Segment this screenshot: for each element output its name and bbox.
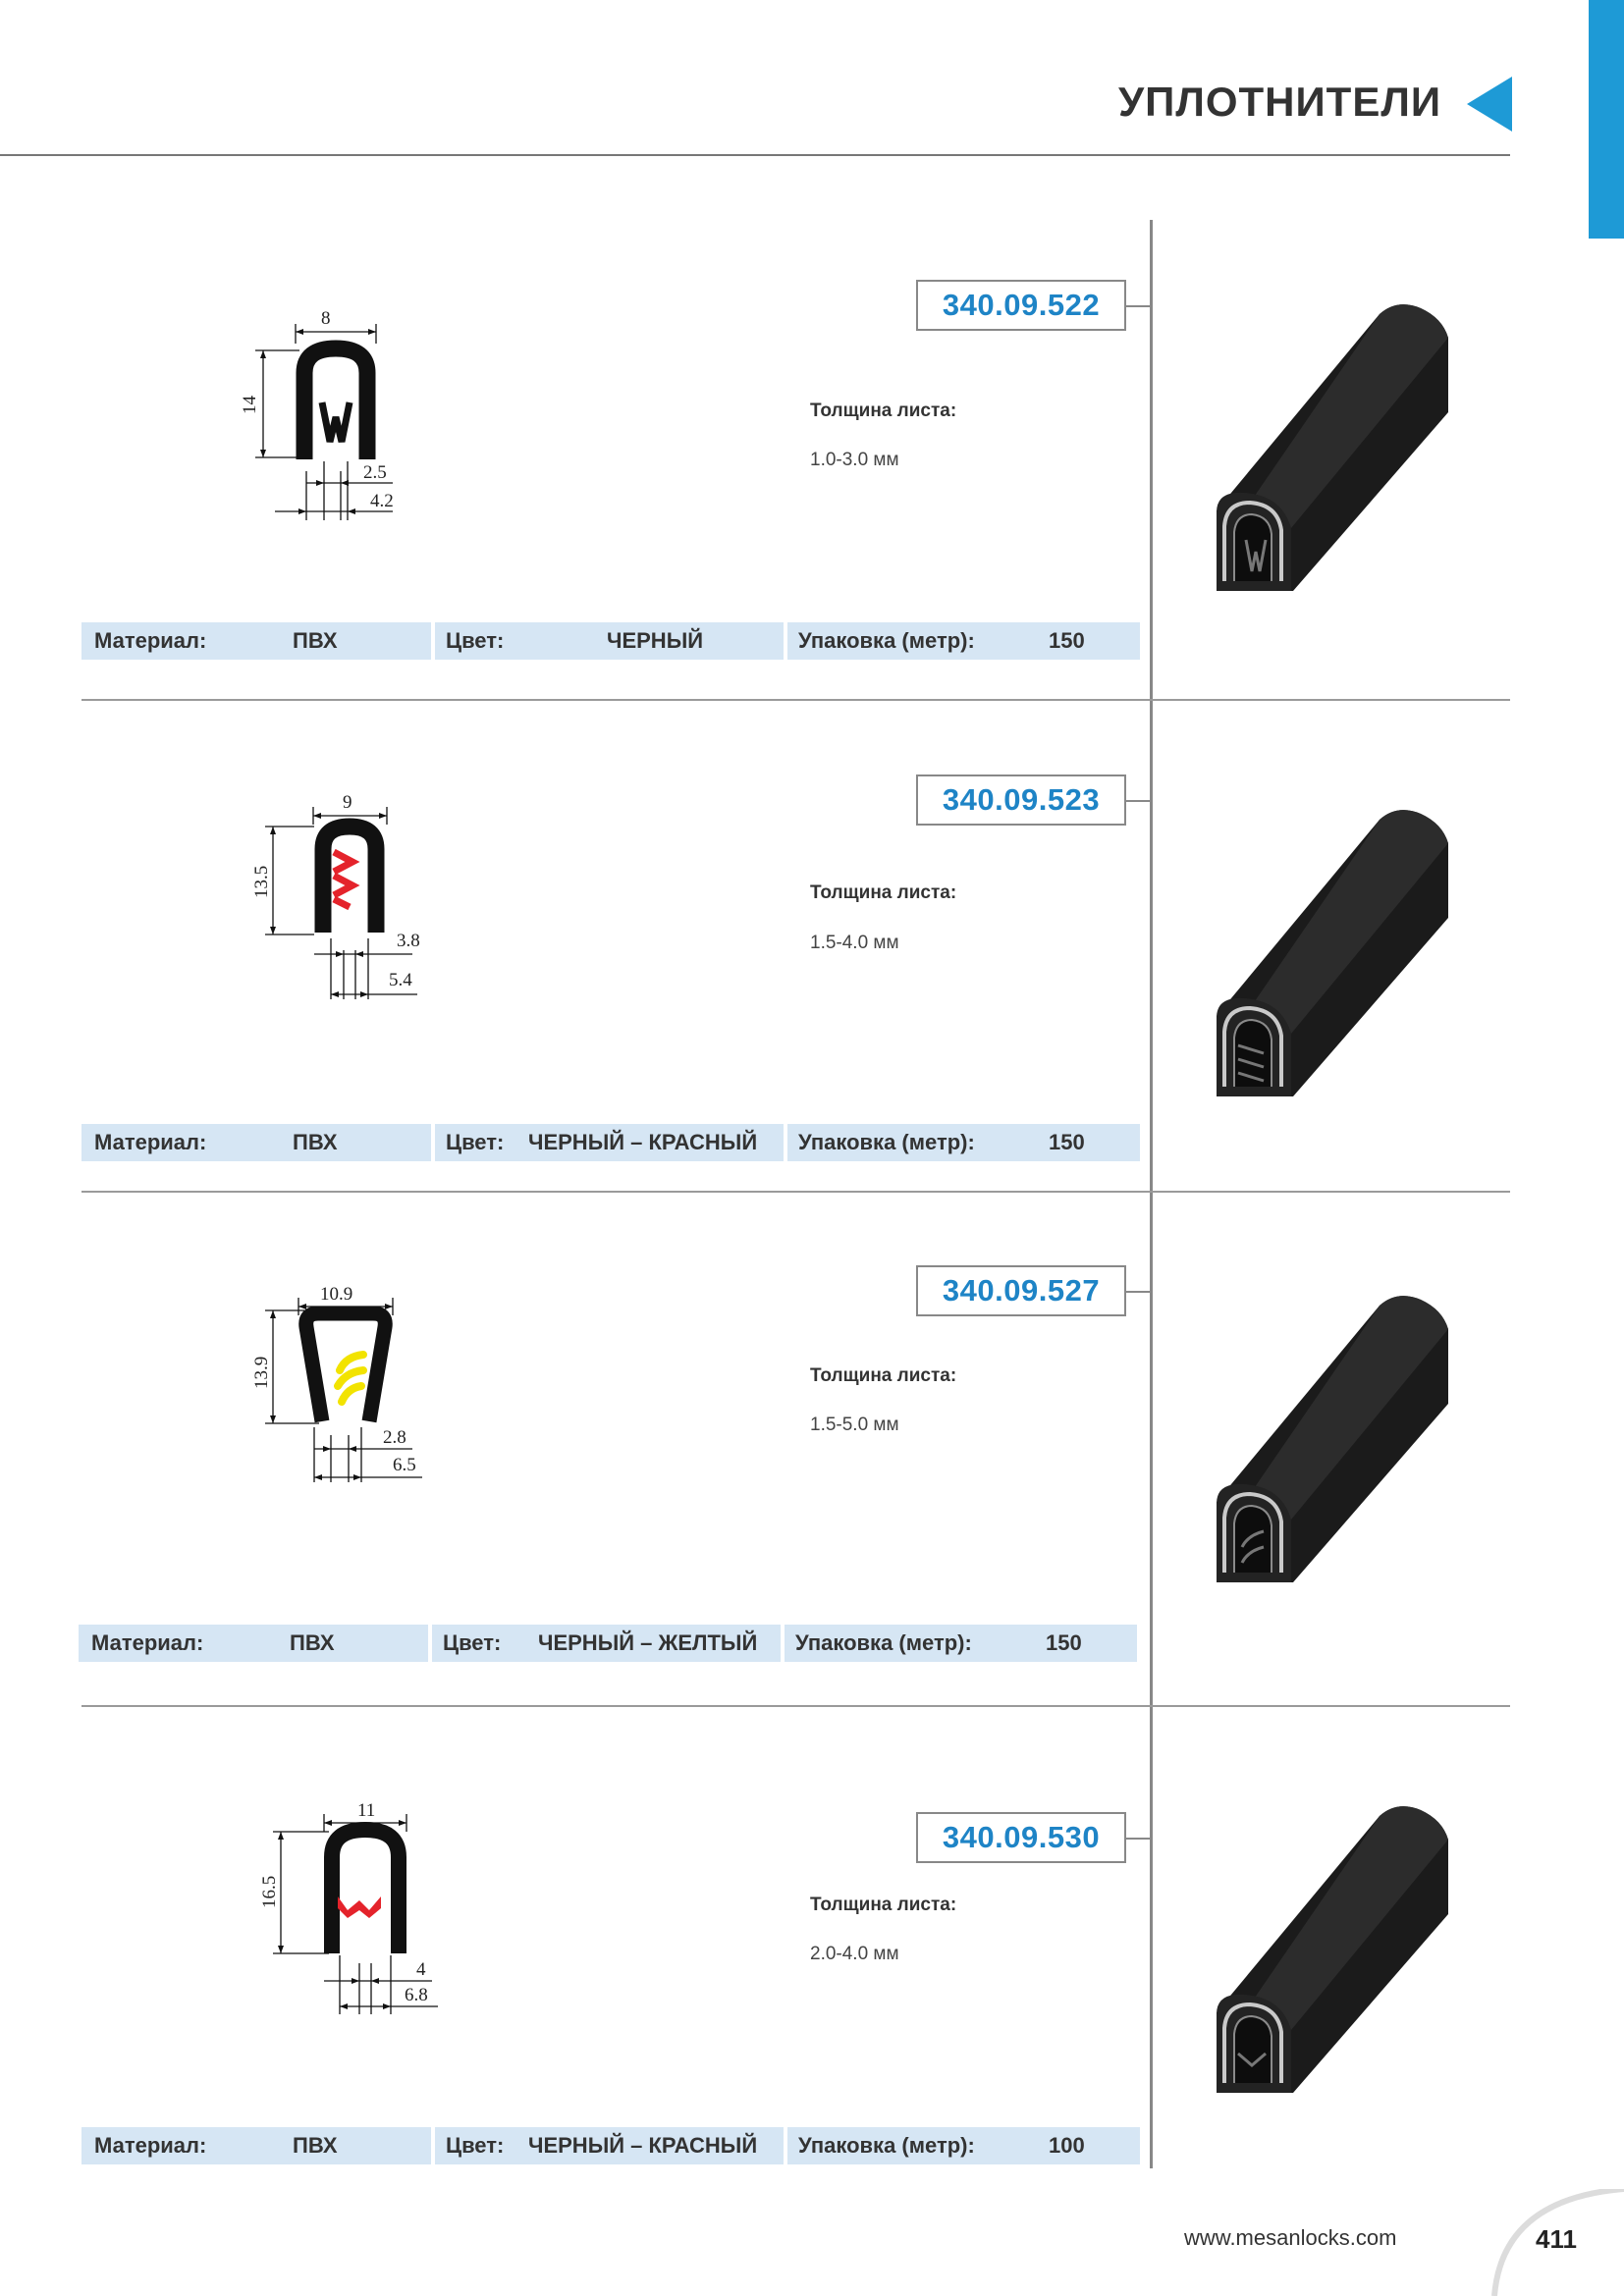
thickness-label: Толщина листа: [810,400,957,421]
thickness-label: Толщина листа: [810,882,957,903]
dim-outer: 4.2 [370,491,394,511]
page-title: УПЛОТНИТЕЛИ [1118,79,1441,125]
product-photo [1203,1796,1497,2110]
spec-bar [81,622,1140,660]
dim-height: 13.9 [251,1356,272,1389]
color-value: ЧЕРНЫЙ – КРАСНЫЙ [528,1130,758,1154]
material-value: ПВХ [290,1630,335,1655]
profile-drawing [216,294,471,530]
section-divider [81,1705,1510,1707]
pack-label: Упаковка (метр): [795,1630,972,1655]
product-code: 340.09.527 [916,1265,1126,1316]
code-connector [1126,1291,1151,1293]
product-code: 340.09.523 [916,774,1126,826]
color-label: Цвет: [446,1130,505,1154]
footer-url[interactable]: www.mesanlocks.com [1184,2225,1397,2250]
triangle-arrow-icon [1467,77,1512,132]
profile-drawing [216,1276,471,1512]
color-value: ЧЕРНЫЙ – КРАСНЫЙ [528,2133,758,2158]
side-color-tab [1589,0,1624,239]
header-divider [0,154,1510,156]
color-value: ЧЕРНЫЙ [607,628,704,653]
code-connector [1126,800,1151,802]
dim-height: 16.5 [259,1875,280,1908]
section-divider [81,1191,1510,1193]
material-label: Материал: [91,1630,204,1655]
spec-bar [81,2127,1140,2164]
thickness-label: Толщина листа: [810,1895,957,1915]
dim-outer: 5.4 [389,970,412,990]
dim-inner: 4 [416,1959,426,1980]
product-photo [1203,1286,1497,1600]
dim-width: 9 [343,792,352,813]
pack-label: Упаковка (метр): [798,628,975,653]
material-label: Материал: [94,628,207,653]
profile-drawing [216,1787,471,2022]
product-code: 340.09.530 [916,1812,1126,1863]
dim-inner: 3.8 [397,931,420,951]
pack-label: Упаковка (метр): [798,1130,975,1154]
pack-value: 150 [1046,1630,1082,1655]
spec-bar [81,1124,1140,1161]
thickness-label: Толщина листа: [810,1365,957,1386]
pack-value: 150 [1049,628,1085,653]
column-divider [1150,220,1153,2168]
material-value: ПВХ [293,1130,338,1154]
color-label: Цвет: [446,2133,505,2158]
pack-value: 150 [1049,1130,1085,1154]
dim-height: 14 [240,396,260,414]
material-value: ПВХ [293,2133,338,2158]
material-label: Материал: [94,2133,207,2158]
material-value: ПВХ [293,628,338,653]
code-connector [1126,305,1151,307]
code-connector [1126,1838,1151,1840]
section-divider [81,699,1510,701]
thickness-value: 1.5-5.0 мм [810,1415,899,1435]
thickness-value: 1.5-4.0 мм [810,933,899,953]
color-label: Цвет: [446,628,505,653]
color-label: Цвет: [443,1630,502,1655]
pack-label: Упаковка (метр): [798,2133,975,2158]
pack-value: 100 [1049,2133,1085,2158]
dim-inner: 2.8 [383,1427,406,1448]
dim-width: 8 [321,308,331,329]
dim-outer: 6.5 [393,1455,416,1475]
dim-width: 10.9 [320,1284,353,1305]
color-value: ЧЕРНЫЙ – ЖЕЛТЫЙ [538,1630,758,1655]
dim-height: 13.5 [251,865,272,898]
spec-bar [79,1625,1137,1662]
product-photo [1203,800,1497,1114]
product-code: 340.09.522 [916,280,1126,331]
thickness-value: 1.0-3.0 мм [810,450,899,470]
dim-inner: 2.5 [363,462,387,483]
material-label: Материал: [94,1130,207,1154]
page-number: 411 [1536,2224,1577,2254]
dim-width: 11 [357,1800,376,1821]
product-photo [1203,294,1497,609]
profile-drawing [216,785,471,1021]
thickness-value: 2.0-4.0 мм [810,1944,899,1964]
dim-outer: 6.8 [405,1985,428,2005]
